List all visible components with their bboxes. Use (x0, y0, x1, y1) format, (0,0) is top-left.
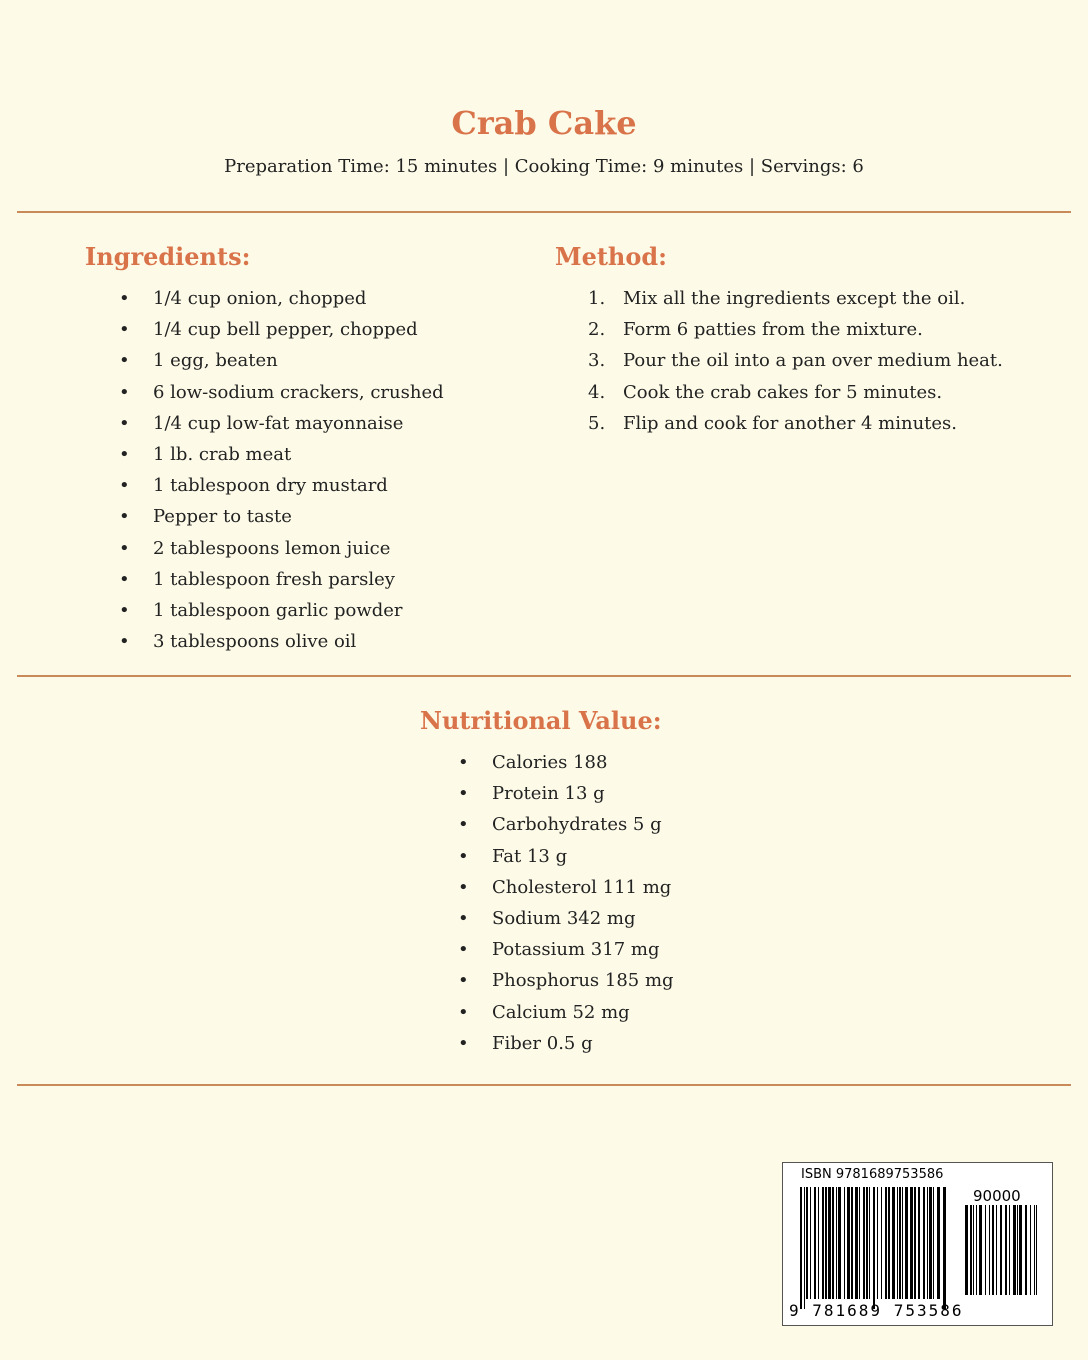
ingredient-item (119, 439, 444, 470)
ingredient-item (119, 626, 444, 657)
ingredient-item-text: Pepper to taste (153, 506, 292, 528)
bullet-icon: • (458, 845, 469, 867)
ingredient-item (119, 564, 444, 595)
nutrition-item-text: Potassium 317 mg (492, 939, 660, 961)
ingredient-item-text: 1 lb. crab meat (153, 443, 292, 465)
bullet-icon: • (119, 568, 130, 590)
bullet-icon: • (119, 412, 130, 434)
isbn-barcode (782, 1162, 1053, 1326)
nutrition-item (458, 903, 674, 934)
method-step-text: Mix all the ingredients except the oil. (623, 288, 966, 309)
nutrition-item (458, 841, 674, 872)
method-step-text: Flip and cook for another 4 minutes. (623, 412, 958, 434)
ingredient-item-text: 1 egg, beaten (153, 350, 278, 372)
nutrition-item (458, 965, 674, 996)
method-step-number: 3. (588, 350, 606, 372)
nutrition-item (458, 747, 674, 778)
nutrition-list (458, 747, 674, 1059)
nutrition-item (458, 778, 674, 809)
nutrition-item (458, 934, 674, 965)
divider-bottom (17, 1084, 1071, 1086)
bullet-icon: • (458, 752, 469, 773)
ingredient-item-text: 1/4 cup onion, chopped (153, 288, 367, 309)
bullet-icon: • (458, 1001, 469, 1023)
isbn-label: ISBN 9781689753586 (801, 1167, 944, 1182)
nutrition-item-text: Fat 13 g (492, 845, 568, 867)
bullet-icon: • (119, 599, 130, 621)
nutrition-item-text: Carbohydrates 5 g (492, 814, 662, 836)
ingredient-item-text: 3 tablespoons olive oil (153, 631, 357, 653)
bullet-icon: • (458, 783, 469, 805)
method-step (588, 314, 1003, 345)
ingredient-item (119, 501, 444, 532)
divider-top (17, 211, 1071, 213)
bullet-icon: • (119, 381, 130, 403)
ingredient-item (119, 283, 444, 314)
nutrition-item (458, 997, 674, 1028)
barcode-digits: 9 781689 753586 (789, 1301, 964, 1320)
method-step-number: 1. (588, 288, 606, 309)
ingredients-list (119, 283, 444, 657)
bullet-icon: • (119, 506, 130, 528)
bullet-icon: • (119, 319, 130, 341)
nutrition-item-text: Calcium 52 mg (492, 1001, 630, 1023)
ingredient-item-text: 1/4 cup low-fat mayonnaise (153, 412, 404, 434)
method-step-number: 4. (588, 381, 606, 403)
method-step (588, 377, 1003, 408)
method-step-text: Pour the oil into a pan over medium heat. (623, 350, 1003, 372)
ingredient-item (119, 533, 444, 564)
bullet-icon: • (119, 350, 130, 372)
method-step-number: 5. (588, 412, 606, 434)
method-list (588, 283, 1003, 439)
nutrition-item (458, 872, 674, 903)
ingredient-item (119, 345, 444, 376)
method-step (588, 283, 1003, 314)
method-step (588, 345, 1003, 376)
bullet-icon: • (119, 537, 130, 559)
method-step (588, 408, 1003, 439)
ingredients-heading: Ingredients: (85, 242, 251, 271)
nutrition-item (458, 809, 674, 840)
ingredient-item (119, 470, 444, 501)
nutrition-item-text: Cholesterol 111 mg (492, 876, 672, 898)
bullet-icon: • (119, 631, 130, 653)
ingredient-item-text: 2 tablespoons lemon juice (153, 537, 391, 559)
ingredient-item (119, 314, 444, 345)
bullet-icon: • (119, 443, 130, 465)
nutrition-item-text: Phosphorus 185 mg (492, 970, 674, 992)
nutrition-item-text: Sodium 342 mg (492, 907, 636, 929)
ingredient-item-text: 1/4 cup bell pepper, chopped (153, 319, 418, 341)
divider-middle (17, 675, 1071, 677)
bullet-icon: • (458, 907, 469, 929)
ingredient-item (119, 377, 444, 408)
nutrition-item (458, 1028, 674, 1059)
ingredient-item-text: 1 tablespoon dry mustard (153, 475, 388, 497)
bullet-icon: • (458, 1032, 469, 1054)
barcode-addon-number: 90000 (973, 1187, 1021, 1205)
method-heading: Method: (555, 242, 668, 271)
method-step-text: Cook the crab cakes for 5 minutes. (623, 381, 943, 403)
ingredient-item (119, 595, 444, 626)
method-step-number: 2. (588, 319, 606, 341)
ingredient-item-text: 1 tablespoon garlic powder (153, 599, 403, 621)
recipe-meta: Preparation Time: 15 minutes | Cooking Time: 9 minutes | Servings: 6 (224, 156, 864, 177)
bullet-icon: • (458, 970, 469, 992)
bullet-icon: • (119, 475, 130, 497)
method-step-text: Form 6 patties from the mixture. (623, 319, 923, 341)
nutrition-item-text: Protein 13 g (492, 783, 605, 805)
bullet-icon: • (458, 814, 469, 836)
bullet-icon: • (119, 288, 130, 309)
bullet-icon: • (458, 939, 469, 961)
bullet-icon: • (458, 876, 469, 898)
ingredient-item-text: 1 tablespoon fresh parsley (153, 568, 395, 590)
ingredient-item-text: 6 low-sodium crackers, crushed (153, 381, 444, 403)
nutrition-heading: Nutritional Value: (420, 706, 662, 735)
nutrition-item-text: Calories 188 (492, 752, 608, 773)
nutrition-item-text: Fiber 0.5 g (492, 1032, 593, 1054)
recipe-title: Crab Cake (451, 104, 637, 142)
ingredient-item (119, 408, 444, 439)
